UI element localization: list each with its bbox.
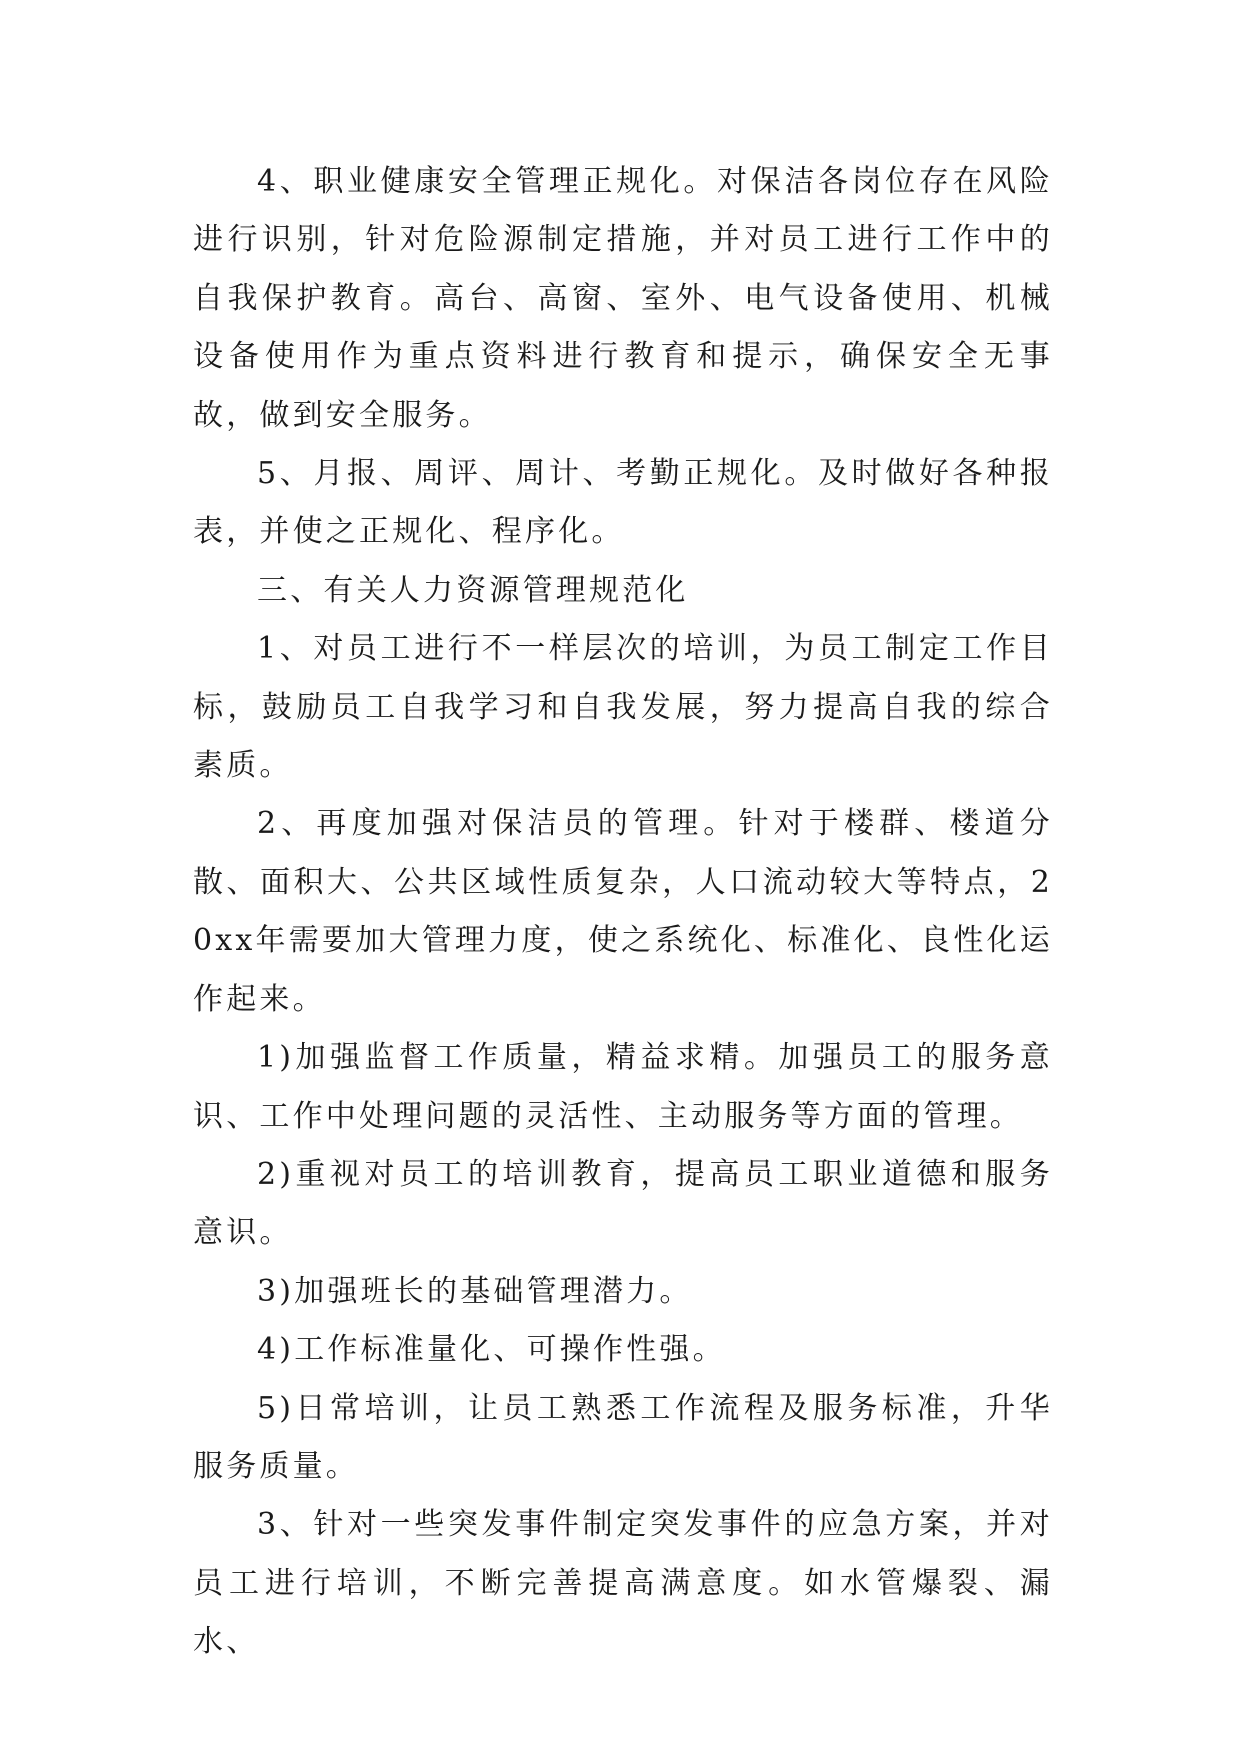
section-heading-hr-management: 三、有关人力资源管理规范化 — [257, 572, 689, 608]
paragraph-emergency-plan: 3、针对一些突发事件制定突发事件的应急方案，并对员工进行培训，不断完善提高满意度。如水管爆裂、漏水、 — [193, 1507, 1053, 1660]
paragraph-reports-attendance: 5、月报、周评、周计、考勤正规化。及时做好各种报表，并使之正规化、程序化。 — [193, 456, 1053, 550]
list-item-team-leader: 3)加强班长的基础管理潜力。 — [257, 1273, 693, 1309]
list-item-supervision: 1)加强监督工作质量，精益求精。加强员工的服务意识、工作中处理问题的灵活性、主动服务等方面的管理。 — [193, 1040, 1053, 1134]
list-item-daily-training: 5)日常培训，让员工熟悉工作流程及服务标准，升华服务质量。 — [193, 1390, 1053, 1484]
list-item-training-education: 2)重视对员工的培训教育，提高员工职业道德和服务意识。 — [193, 1156, 1053, 1251]
paragraph-staff-training: 1、对员工进行不一样层次的培训，为员工制定工作目标，鼓励员工自我学习和自我发展，努力提高自我的综合素质。 — [193, 631, 1053, 784]
list-item-standards: 4)工作标准量化、可操作性强。 — [257, 1332, 726, 1368]
document-body — [193, 153, 1053, 1672]
paragraph-occupational-safety: 4、职业健康安全管理正规化。对保洁各岗位存在风险进行识别，针对危险源制定措施，并对员工进行工作中的自我保护教育。高台、高窗、室外、电气设备使用、机械设备使用作为重点资料进行教育和提示，确保安全无事故，做到安全服务。 — [193, 164, 1053, 433]
paragraph-cleaner-management: 2、再度加强对保洁员的管理。针对于楼群、楼道分散、面积大、公共区域性质复杂，人口流动较大等特点，20xx年需要加大管理力度，使之系统化、标准化、良性化运作起来。 — [193, 806, 1053, 1017]
